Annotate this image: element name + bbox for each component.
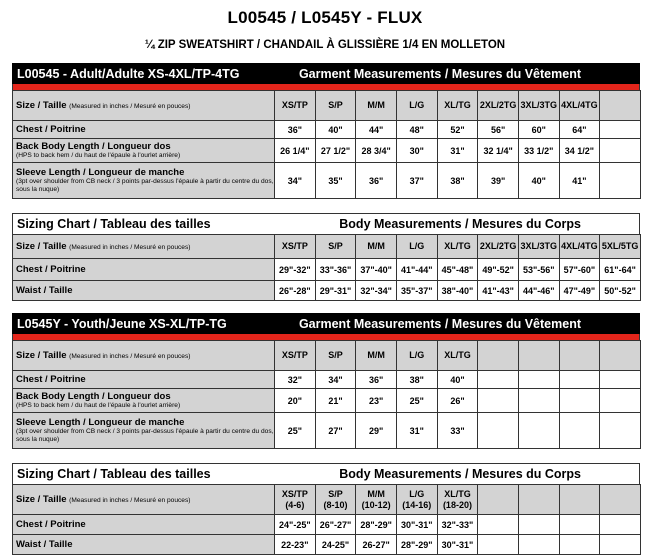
- size-column-header: 3XL/3TG: [518, 235, 559, 259]
- size-column-header: M/M: [356, 235, 397, 259]
- measurement-name: Sleeve Length / Longueur de manche: [16, 167, 185, 178]
- measurement-value: 29"-31": [315, 281, 356, 301]
- size-label: Size / Taille: [16, 241, 70, 252]
- measurement-value: 36": [356, 163, 397, 199]
- measurement-value: 35": [315, 163, 356, 199]
- measurement-value: 28"-29": [396, 535, 437, 555]
- measurement-value: 26-27": [356, 535, 397, 555]
- size-column-header: [518, 341, 559, 371]
- size-column-header: S/P: [315, 235, 356, 259]
- table-row: [13, 259, 641, 281]
- measurement-value: 41"-44": [396, 259, 437, 281]
- measurement-description: (HPS to back hem / du haut de l'épaule à l'ourlet arrière): [16, 152, 181, 159]
- size-label: Size / Taille: [16, 100, 70, 111]
- measurement-name: Chest / Poitrine: [16, 264, 86, 275]
- size-header-label: [13, 235, 275, 259]
- size-header-label: [13, 341, 275, 371]
- table-row: [13, 281, 641, 301]
- size-column-header: L/G: [396, 235, 437, 259]
- size-section-3: [12, 313, 640, 449]
- measurement-value: [518, 413, 559, 449]
- section-title: Sizing Chart / Tableau des tailles: [17, 467, 211, 481]
- row-label: [13, 281, 275, 301]
- size-column-header: [600, 91, 641, 121]
- measurement-value: 34 1/2": [559, 139, 600, 163]
- size-column-header: [559, 341, 600, 371]
- row-label: [13, 259, 275, 281]
- measurement-value: [600, 535, 641, 555]
- measurement-value: [559, 389, 600, 413]
- measurement-value: 30"-31": [396, 515, 437, 535]
- row-label: [13, 515, 275, 535]
- size-column-header: [600, 485, 641, 515]
- measurement-value: 40": [437, 371, 478, 389]
- size-column-header: L/G: [396, 341, 437, 371]
- size-header-label: [13, 91, 275, 121]
- measurement-value: [600, 413, 641, 449]
- table-row: [13, 163, 641, 199]
- table-row: [13, 139, 641, 163]
- size-header-label: [13, 485, 275, 515]
- measurement-value: [559, 371, 600, 389]
- size-column-header: XS/TP: [275, 91, 316, 121]
- measurement-value: [559, 413, 600, 449]
- measurement-value: [600, 389, 641, 413]
- measurement-name: Sleeve Length / Longueur de manche: [16, 417, 185, 428]
- measurement-value: [478, 515, 519, 535]
- measurement-value: 40": [315, 121, 356, 139]
- section-measurement-type: Garment Measurements / Mesures du Vêtement: [298, 317, 581, 331]
- measurement-value: [478, 371, 519, 389]
- section-header-bar: [12, 313, 640, 334]
- size-column-header: 3XL/3TG: [518, 91, 559, 121]
- measurement-value: 41"-43": [478, 281, 519, 301]
- measurement-name: Back Body Length / Longueur dos: [16, 391, 171, 402]
- size-column-header: L/G: [396, 91, 437, 121]
- measurement-value: 29"-32": [275, 259, 316, 281]
- size-column-header: 4XL/4TG: [559, 235, 600, 259]
- size-column-header: 4XL/4TG: [559, 91, 600, 121]
- size-header-row: [13, 91, 641, 121]
- measurement-value: [478, 389, 519, 413]
- measurement-unit-note: (Measured in inches / Mesuré en pouces): [69, 103, 191, 110]
- document-subtitle: ¼ ZIP SWEATSHIRT / CHANDAIL À GLISSIÈRE 1/4 EN MOLLETON: [144, 39, 506, 51]
- measurement-name: Chest / Poitrine: [16, 124, 86, 135]
- measurement-value: 24-25": [315, 535, 356, 555]
- size-table: [12, 484, 641, 555]
- row-label: [13, 535, 275, 555]
- measurement-value: 38"-40": [437, 281, 478, 301]
- size-column-header: XL/TG: [437, 341, 478, 371]
- measurement-description: (3pt over shoulder from CB neck / 3 points par-dessus l'épaule à partir du centre du dos, sous la nuque): [16, 178, 274, 193]
- measurement-value: 52": [437, 121, 478, 139]
- measurement-value: [478, 413, 519, 449]
- measurement-value: 28"-29": [356, 515, 397, 535]
- measurement-value: 38": [396, 371, 437, 389]
- measurement-value: 22-23": [275, 535, 316, 555]
- size-label: Size / Taille: [16, 494, 70, 505]
- measurement-value: 25": [396, 389, 437, 413]
- size-section-1: [12, 63, 640, 199]
- measurement-value: 30"-31": [437, 535, 478, 555]
- table-row: [13, 389, 641, 413]
- measurement-value: 37": [396, 163, 437, 199]
- row-label: [13, 413, 275, 449]
- size-table: [12, 234, 641, 301]
- size-label: Size / Taille: [16, 350, 70, 361]
- measurement-value: 47"-49": [559, 281, 600, 301]
- table-row: [13, 371, 641, 389]
- measurement-description: (HPS to back hem / du haut de l'épaule à l'ourlet arrière): [16, 402, 181, 409]
- measurement-value: 31": [396, 413, 437, 449]
- section-measurement-type: Garment Measurements / Mesures du Vêtement: [298, 67, 581, 81]
- size-column-header: XS/TP (4-6): [275, 485, 316, 515]
- measurement-value: 36": [356, 371, 397, 389]
- size-column-header: [600, 341, 641, 371]
- measurement-value: 35"-37": [396, 281, 437, 301]
- measurement-value: [559, 535, 600, 555]
- measurement-value: 21": [315, 389, 356, 413]
- measurement-value: 23": [356, 389, 397, 413]
- size-column-header: M/M: [356, 341, 397, 371]
- measurement-value: 28 3/4": [356, 139, 397, 163]
- size-column-header: 2XL/2TG: [478, 235, 519, 259]
- measurement-value: 25": [275, 413, 316, 449]
- measurement-value: 49"-52": [478, 259, 519, 281]
- size-column-header: XS/TP: [275, 235, 316, 259]
- measurement-value: 64": [559, 121, 600, 139]
- size-column-header: XL/TG (18-20): [437, 485, 478, 515]
- size-column-header: XL/TG: [437, 235, 478, 259]
- measurement-value: 44": [356, 121, 397, 139]
- measurement-unit-note: (Measured in inches / Mesuré en pouces): [69, 353, 191, 360]
- measurement-value: [600, 121, 641, 139]
- section-measurement-type: Body Measurements / Mesures du Corps: [339, 217, 581, 231]
- measurement-value: 34": [315, 371, 356, 389]
- measurement-value: 27": [315, 413, 356, 449]
- measurement-value: 29": [356, 413, 397, 449]
- size-column-header: M/M: [356, 91, 397, 121]
- size-column-header: [518, 485, 559, 515]
- section-header-bar: [12, 463, 640, 484]
- measurement-unit-note: (Measured in inches / Mesuré en pouces): [69, 244, 191, 251]
- measurement-value: [518, 515, 559, 535]
- measurement-value: 40": [518, 163, 559, 199]
- measurement-value: 26"-28": [275, 281, 316, 301]
- size-column-header: XL/TG: [437, 91, 478, 121]
- size-table: [12, 90, 641, 199]
- measurement-name: Chest / Poitrine: [16, 519, 86, 530]
- measurement-value: 38": [437, 163, 478, 199]
- measurement-name: Back Body Length / Longueur dos: [16, 141, 171, 152]
- size-header-row: [13, 341, 641, 371]
- size-column-header: [478, 485, 519, 515]
- size-column-header: 5XL/5TG: [600, 235, 641, 259]
- measurement-value: 32 1/4": [478, 139, 519, 163]
- section-header-bar: [12, 213, 640, 234]
- section-title: L00545 - Adult/Adulte XS-4XL/TP-4TG: [17, 67, 240, 81]
- size-column-header: XS/TP: [275, 341, 316, 371]
- row-label: [13, 389, 275, 413]
- measurement-value: 44"-46": [518, 281, 559, 301]
- measurement-value: 61"-64": [600, 259, 641, 281]
- size-column-header: M/M (10-12): [356, 485, 397, 515]
- measurement-value: [600, 371, 641, 389]
- measurement-value: [478, 535, 519, 555]
- row-label: [13, 121, 275, 139]
- measurement-value: 37"-40": [356, 259, 397, 281]
- size-table: [12, 340, 641, 449]
- size-section-4: [12, 463, 640, 555]
- measurement-value: 32"-33": [437, 515, 478, 535]
- size-header-row: [13, 235, 641, 259]
- size-column-header: L/G (14-16): [396, 485, 437, 515]
- size-column-header: 2XL/2TG: [478, 91, 519, 121]
- section-header-bar: [12, 63, 640, 84]
- measurement-value: 48": [396, 121, 437, 139]
- measurement-value: 56": [478, 121, 519, 139]
- measurement-name: Chest / Poitrine: [16, 374, 86, 385]
- measurement-value: 31": [437, 139, 478, 163]
- table-row: [13, 535, 641, 555]
- measurement-value: 32": [275, 371, 316, 389]
- measurement-value: 26"-27": [315, 515, 356, 535]
- measurement-name: Waist / Taille: [16, 285, 73, 296]
- row-label: [13, 139, 275, 163]
- measurement-value: 32"-34": [356, 281, 397, 301]
- measurement-value: 50"-52": [600, 281, 641, 301]
- measurement-value: 24"-25": [275, 515, 316, 535]
- size-column-header: S/P: [315, 341, 356, 371]
- measurement-value: 53"-56": [518, 259, 559, 281]
- measurement-value: 36": [275, 121, 316, 139]
- measurement-value: [559, 515, 600, 535]
- measurement-value: 34": [275, 163, 316, 199]
- size-header-row: [13, 485, 641, 515]
- section-title: Sizing Chart / Tableau des tailles: [17, 217, 211, 231]
- measurement-value: 45"-48": [437, 259, 478, 281]
- size-column-header: S/P (8-10): [315, 485, 356, 515]
- measurement-value: 33": [437, 413, 478, 449]
- size-column-header: S/P: [315, 91, 356, 121]
- measurement-value: 27 1/2": [315, 139, 356, 163]
- measurement-value: 26": [437, 389, 478, 413]
- measurement-value: 41": [559, 163, 600, 199]
- table-row: [13, 413, 641, 449]
- measurement-value: 33"-36": [315, 259, 356, 281]
- measurement-value: 26 1/4": [275, 139, 316, 163]
- measurement-value: [600, 163, 641, 199]
- measurement-value: [518, 389, 559, 413]
- measurement-value: 39": [478, 163, 519, 199]
- measurement-unit-note: (Measured in inches / Mesuré en pouces): [69, 497, 191, 504]
- measurement-name: Waist / Taille: [16, 539, 73, 550]
- size-section-2: [12, 213, 640, 301]
- measurement-value: [600, 515, 641, 535]
- table-row: [13, 515, 641, 535]
- measurement-value: 30": [396, 139, 437, 163]
- measurement-value: 60": [518, 121, 559, 139]
- document-title: L00545 / L0545Y - FLUX: [227, 8, 423, 27]
- measurement-value: [600, 139, 641, 163]
- measurement-value: [518, 535, 559, 555]
- row-label: [13, 371, 275, 389]
- measurement-value: 20": [275, 389, 316, 413]
- table-row: [13, 121, 641, 139]
- section-title: L0545Y - Youth/Jeune XS-XL/TP-TG: [17, 317, 227, 331]
- measurement-value: [518, 371, 559, 389]
- size-column-header: [559, 485, 600, 515]
- section-measurement-type: Body Measurements / Mesures du Corps: [339, 467, 581, 481]
- measurement-value: 33 1/2": [518, 139, 559, 163]
- size-column-header: [478, 341, 519, 371]
- measurement-value: 57"-60": [559, 259, 600, 281]
- measurement-description: (3pt over shoulder from CB neck / 3 points par-dessus l'épaule à partir du centre du dos, sous la nuque): [16, 428, 274, 443]
- row-label: [13, 163, 275, 199]
